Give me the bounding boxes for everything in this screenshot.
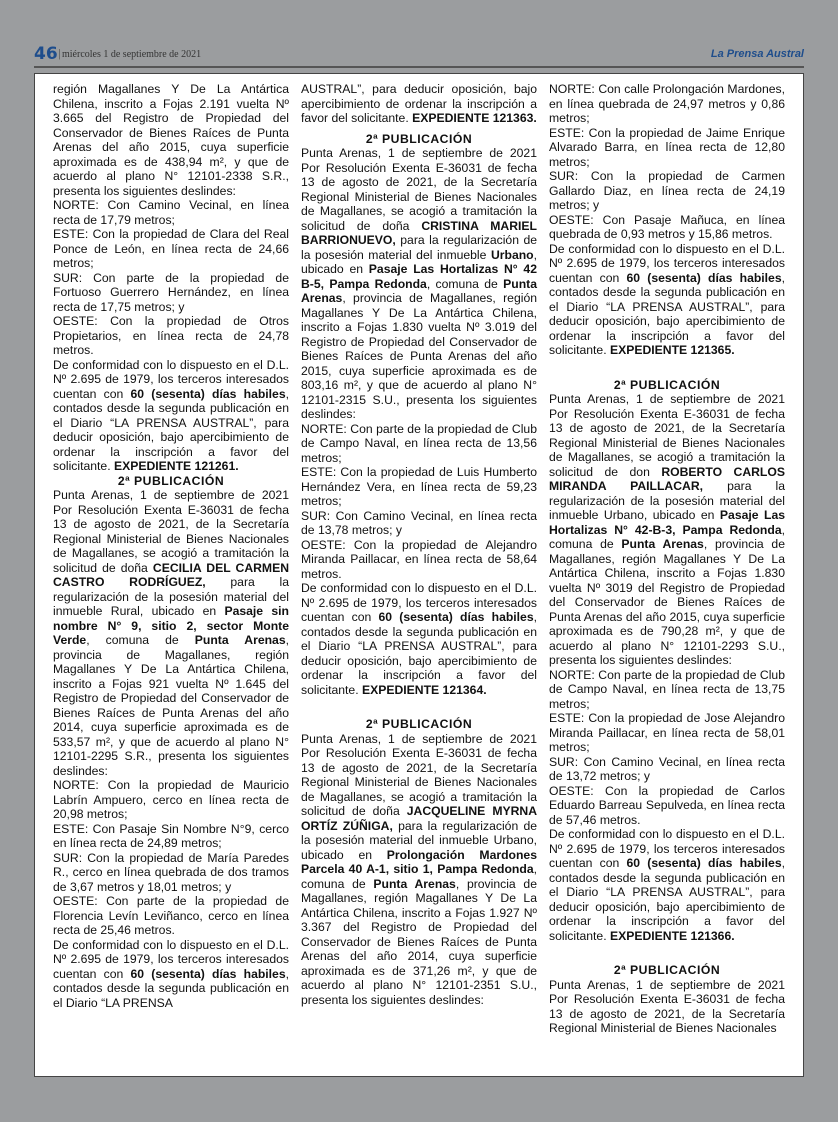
column-1 bbox=[53, 82, 289, 1010]
text: Punta Arenas, 1 de septiembre de 2021 Por Resolución Exenta E-36031 de fecha 13 de agosto de 2021, de la Secretaría Regional Ministerial de Bienes Nacionales de Magallanes, se acogió a tramitación la solicitud de doña bbox=[301, 146, 537, 233]
header-date: miércoles 1 de septiembre de 2021 bbox=[62, 49, 202, 60]
deadline: 60 (sesenta) días habiles bbox=[378, 610, 534, 624]
property-location: Pasaje sin nombre N° 9, sitio 2, sector Monte Verde bbox=[53, 604, 289, 647]
boundary-este: ESTE: Con la propiedad de Jaime Enrique Alvarado Barra, en línea recta de 12,80 metros; bbox=[549, 125, 785, 169]
page-number: 46 bbox=[34, 44, 58, 64]
case-number: EXPEDIENTE 121364. bbox=[361, 682, 487, 697]
boundary-norte: NORTE: Con Camino Vecinal, en línea recta de 17,79 metros; bbox=[53, 198, 289, 227]
boundary-sur: SUR: Con Camino Vecinal, en línea recta de 13,78 metros; y bbox=[301, 508, 537, 537]
text: para la regularización de la posesión material del inmueble Rural, ubicado en bbox=[53, 575, 289, 618]
header-rule bbox=[34, 66, 804, 68]
publication-title: 2ª PUBLICACIÓN bbox=[613, 377, 721, 392]
text: , provincia de Magallanes, región Magallanes Y De La Antártica Chilena, inscrito a Fojas 1.927 Nº 3.367 del Registro de Propiedad del Conservador de Bienes Raíces de Punta Arenas del año 2014, cuya superficie aproximada es de 371,26 m², y que de acuerdo al plano N° 12101-2351 S.U., presenta los siguientes deslindes: bbox=[301, 876, 537, 1007]
text: , contados desde la segunda publicación en el Diario “LA PRENSA bbox=[53, 966, 290, 1010]
text: para la regularización de la posesión material del inmueble Urbano, ubicado en bbox=[301, 818, 538, 862]
text: Punta Arenas, 1 de septiembre de 2021 Por Resolución Exenta E-36031 de fecha 13 de agosto de 2021, de la Secretaría Regional Ministerial de Bienes Nacionales de Magallanes, se acogió a tramitación la solicitud de doña bbox=[301, 731, 537, 818]
property-type: Urbano bbox=[490, 247, 534, 262]
applicant-name: CECILIA DEL CARMEN CASTRO RODRÍGUEZ, bbox=[53, 560, 290, 589]
boundary-sur: SUR: Con la propiedad de María Paredes R., cerco en línea quebrada de dos tramos de 3,67 metros y 18,01 metros; y bbox=[53, 850, 289, 894]
text: , contados desde la segunda publicación en el Diario “LA PRENSA AUSTRAL”, para deducir oposición, bajo apercibimiento de ordenar la inscripción a favor del solicitante. bbox=[301, 610, 538, 697]
text: para la regularización de la posesión material del inmueble Urbano, ubicado en bbox=[549, 479, 785, 522]
text: , comuna de bbox=[301, 862, 537, 891]
text: , ubicado en bbox=[301, 247, 537, 276]
newspaper-brand: La Prensa Austral bbox=[710, 48, 804, 60]
property-location: Pasaje Las Hortalizas N° 42-B-3, Pampa Redonda bbox=[549, 508, 786, 537]
conformity-paragraph bbox=[53, 938, 289, 1011]
text: De conformidad con lo dispuesto en el D.L. Nº 2.695 de 1979, los terceros interesados cuentan con bbox=[549, 827, 785, 870]
applicant-name: ROBERTO CARLOS MIRANDA PAILLACAR, bbox=[549, 464, 785, 493]
text: , contados desde la segunda publicación en el Diario “LA PRENSA AUSTRAL”, para deducir oposición, bajo apercibimiento de ordenar la inscripción a favor del solicitante. bbox=[53, 386, 290, 473]
text: , contados desde la segunda publicación en el Diario “LA PRENSA AUSTRAL”, para deducir oposición, bajo apercibimiento de ordenar la inscripción a favor del solicitante. bbox=[549, 270, 786, 357]
boundary-este: ESTE: Con la propiedad de Jose Alejandro Miranda Paillacar, en línea recta de 58,01 metros; bbox=[549, 711, 785, 754]
boundary-oeste: OESTE: Con la propiedad de Carlos Eduardo Barreau Sepulveda, en línea recta de 57,46 metros. bbox=[549, 783, 785, 827]
applicant-name: JACQUELINE MYRNA ORTÍZ ZÚÑIGA, bbox=[301, 804, 538, 833]
case-number: EXPEDIENTE 121363. bbox=[412, 111, 537, 125]
text: , comuna de bbox=[426, 276, 504, 291]
text: De conformidad con lo dispuesto en el D.L. Nº 2.695 de 1979, los terceros interesados cuentan con bbox=[53, 937, 289, 981]
conformity-paragraph bbox=[549, 827, 785, 943]
text: , provincia de Magallanes, región Magallanes Y De La Antártica Chilena, inscrito a Fojas 1.830 vuelta Nº 3.019 del Registro de Propiedad del Conservador de Bienes Raíces de Punta Arenas del año 2015, cuya superficie aproximada es de 803,16 m², y que de acuerdo al plano N° 12101-2315 S.U., presenta los siguientes deslindes: bbox=[301, 291, 537, 421]
city: Punta Arenas bbox=[373, 876, 456, 891]
notice-body bbox=[301, 732, 537, 1008]
text: De conformidad con lo dispuesto en el D.L. Nº 2.695 de 1979, los terceros interesados cuentan con bbox=[549, 241, 785, 285]
text: AUSTRAL”, para deducir oposición, bajo apercibimiento de ordenar la inscripción a favor del solicitante. bbox=[301, 82, 537, 125]
conformity-paragraph bbox=[53, 358, 289, 474]
city: Punta Arenas bbox=[301, 276, 537, 305]
publication-title: 2ª PUBLICACIÓN bbox=[117, 473, 225, 488]
boundary-oeste: OESTE: Con la propiedad de Alejandro Miranda Paillacar, en línea recta de 58,64 metros. bbox=[301, 537, 537, 581]
boundary-sur: SUR: Con la propiedad de Carmen Gallardo Diaz, en línea recta de 24,19 metros; y bbox=[549, 169, 785, 212]
text: , comuna de bbox=[549, 522, 785, 551]
boundary-norte: NORTE: Con la propiedad de Mauricio Labrín Ampuero, cerco en línea recta de 20,98 metros; bbox=[53, 778, 289, 821]
applicant-name: CRISTINA MARIEL BARRIONUEVO, bbox=[301, 218, 537, 247]
notice-body bbox=[549, 392, 785, 668]
conformity-paragraph bbox=[301, 581, 537, 697]
boundary-este: ESTE: Con Pasaje Sin Nombre N°9, cerco en línea recta de 24,89 metros; bbox=[53, 821, 289, 850]
page-header bbox=[34, 44, 804, 66]
paragraph bbox=[301, 82, 537, 126]
case-number: EXPEDIENTE 121365. bbox=[609, 343, 735, 357]
city: Punta Arenas bbox=[621, 537, 704, 551]
deadline: 60 (sesenta) días habiles bbox=[130, 966, 286, 981]
boundary-sur: SUR: Con Camino Vecinal, en línea recta de 13,72 metros; y bbox=[549, 754, 785, 783]
notices-panel bbox=[34, 73, 804, 1077]
column-2 bbox=[301, 82, 537, 1007]
city: Punta Arenas bbox=[194, 633, 286, 647]
boundary-este: ESTE: Con la propiedad de Luis Humberto Hernández Vera, en línea recta de 59,23 metros; bbox=[301, 465, 537, 508]
notice-body bbox=[301, 146, 537, 422]
boundary-oeste: OESTE: Con parte de la propiedad de Florencia Levín Leviñanco, cerco en línea recta de 25,46 metros. bbox=[53, 894, 289, 937]
notice-body bbox=[53, 488, 289, 778]
deadline: 60 (sesenta) días habiles bbox=[130, 386, 286, 401]
case-number: EXPEDIENTE 121261. bbox=[113, 459, 239, 473]
publication-title: 2ª PUBLICACIÓN bbox=[365, 131, 473, 146]
header-separator: | bbox=[58, 48, 61, 60]
boundary-oeste: OESTE: Con la propiedad de Otros Propietarios, en línea recta de 24,78 metros. bbox=[53, 314, 289, 357]
deadline: 60 (sesenta) días habiles bbox=[626, 270, 782, 285]
boundary-sur: SUR: Con parte de la propiedad de Fortuoso Guerrero Hernández, en línea recta de 17,75 metros; y bbox=[53, 270, 289, 314]
boundary-oeste: OESTE: Con Pasaje Mañuca, en línea quebrada de 0,93 metros y 15,86 metros. bbox=[549, 212, 785, 241]
property-location: Prolongación Mardones Parcela 40 A-1, sitio 1, Pampa Redonda bbox=[301, 847, 537, 876]
text: para la regularización de la posesión material del inmueble bbox=[301, 233, 537, 262]
deadline: 60 (sesenta) días habiles bbox=[626, 856, 782, 870]
column-3 bbox=[549, 82, 785, 1036]
publication-title: 2ª PUBLICACIÓN bbox=[613, 963, 721, 977]
conformity-paragraph bbox=[549, 242, 785, 358]
boundary-este: ESTE: Con la propiedad de Clara del Real Ponce de León, en línea recta de 24,66 metros; bbox=[53, 227, 289, 270]
notice-body: Punta Arenas, 1 de septiembre de 2021 Por Resolución Exenta E-36031 de fecha 13 de agosto de 2021, de la Secretaría Regional Ministerial de Bienes Nacionales bbox=[549, 977, 785, 1035]
text: , comuna de bbox=[86, 633, 195, 647]
property-location: Pasaje Las Hortalizas N° 42 B-5, Pampa Redonda bbox=[301, 262, 537, 291]
boundary-norte: NORTE: Con parte de la propiedad de Club de Campo Naval, en línea recta de 13,56 metros; bbox=[301, 421, 537, 465]
text: , provincia de Magallanes, región Magallanes Y De La Antártica Chilena, inscrito a Fojas 1.830 vuelta Nº 3019 del Registro de Propiedad del Conservador de Bienes Raíces de Punta Arenas del año 2015, cuya superficie aproximada es de 790,28 m², y que de acuerdo al plano N° 12101-2293 S.U., presenta los siguientes deslindes: bbox=[549, 537, 785, 667]
text: Punta Arenas, 1 de septiembre de 2021 Por Resolución Exenta E-36031 de fecha 13 de agosto de 2021, de la Secretaría Regional Ministerial de Bienes Nacionales de Magallanes, se acogió a tramitación la solicitud de doña bbox=[53, 488, 289, 575]
boundary-norte: NORTE: Con calle Prolongación Mardones, en línea quebrada de 24,97 metros y 0,86 metros; bbox=[549, 82, 785, 125]
text: , provincia de Magallanes, región Magallanes Y De La Antártica Chilena, inscrito a Fojas 921 vuelta Nº 1.645 del Registro de Propiedad del Conservador de Bienes Raíces de Punta Arenas del año 2014, cuya superficie aproximada es de 533,57 m², y que de acuerdo al plano N° 12101-2295 S.R., presenta los siguientes deslindes: bbox=[53, 633, 289, 778]
text: De conformidad con lo dispuesto en el D.L. Nº 2.695 de 1979, los terceros interesados cuentan con bbox=[53, 357, 289, 401]
text: Punta Arenas, 1 de septiembre de 2021 Por Resolución Exenta E-36031 de fecha 13 de agosto de 2021, de la Secretaría Regional Ministerial de Bienes Nacionales de Magallanes, se acogió a tramitación la solicitud de don bbox=[549, 392, 785, 479]
boundary-norte: NORTE: Con parte de la propiedad de Club de Campo Naval, en línea recta de 13,75 metros; bbox=[549, 667, 785, 711]
case-number: EXPEDIENTE 121366. bbox=[609, 928, 735, 943]
paragraph: región Magallanes Y De La Antártica Chilena, inscrito a Fojas 2.191 vuelta Nº 3.665 del Registro de Propiedad del Conservador de Bienes Raíces de Punta Arenas del año 2015, cuya superficie aproximada es de 438,94 m², y que de acuerdo al plano N° 12101-2338 S.R., presenta los siguientes deslindes: bbox=[53, 82, 289, 198]
text: De conformidad con lo dispuesto en el D.L. Nº 2.695 de 1979, los terceros interesados cuentan con bbox=[301, 581, 537, 624]
publication-title: 2ª PUBLICACIÓN bbox=[365, 717, 473, 731]
text: , contados desde la segunda publicación en el Diario “LA PRENSA AUSTRAL”, para deducir oposición, bajo apercibimiento de ordenar la inscripción a favor del solicitante. bbox=[549, 856, 786, 943]
